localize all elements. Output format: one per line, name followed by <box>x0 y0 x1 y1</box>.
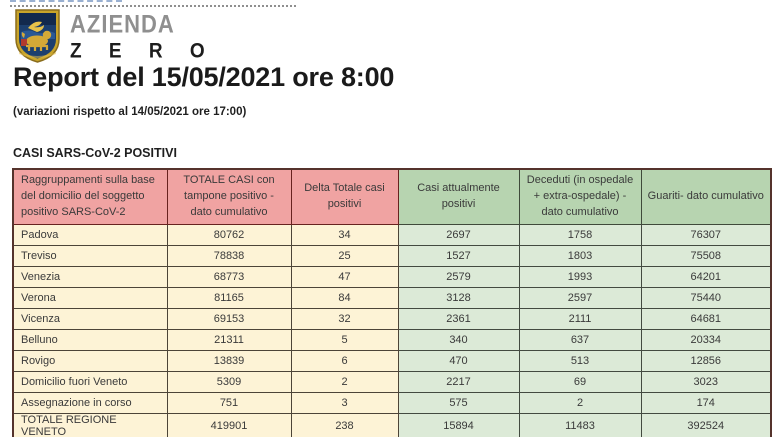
cell-value: 13839 <box>167 351 291 372</box>
row-label: Assegnazione in corso <box>13 393 167 414</box>
cell-value: 6 <box>291 351 398 372</box>
cell-value: 75508 <box>641 246 771 267</box>
logo-text-azienda: AZIENDA <box>70 9 175 39</box>
cell-value: 76307 <box>641 225 771 246</box>
cell-value: 637 <box>519 330 641 351</box>
cell-value: 2111 <box>519 309 641 330</box>
table-row <box>13 309 771 330</box>
cell-value: 68773 <box>167 267 291 288</box>
cell-value: 419901 <box>167 414 291 437</box>
cell-value: 513 <box>519 351 641 372</box>
col-header-guariti: Guariti- dato cumulativo <box>641 169 771 225</box>
table-body <box>13 225 771 437</box>
cell-value: 20334 <box>641 330 771 351</box>
cell-value: 81165 <box>167 288 291 309</box>
row-label: Treviso <box>13 246 167 267</box>
azienda-zero-logo <box>14 8 216 64</box>
row-label: Venezia <box>13 267 167 288</box>
cell-value: 2361 <box>398 309 519 330</box>
cell-value: 575 <box>398 393 519 414</box>
cell-value: 64681 <box>641 309 771 330</box>
col-header-totale-casi: TOTALE CASI con tampone positivo -dato cumulativo <box>167 169 291 225</box>
cell-value: 2 <box>291 372 398 393</box>
cell-value: 238 <box>291 414 398 437</box>
table-row <box>13 414 771 437</box>
cell-value: 340 <box>398 330 519 351</box>
cell-value: 1758 <box>519 225 641 246</box>
logo-text-zero: Z E R O <box>70 39 216 63</box>
cell-value: 174 <box>641 393 771 414</box>
cell-value: 11483 <box>519 414 641 437</box>
cell-value: 75440 <box>641 288 771 309</box>
table-row <box>13 246 771 267</box>
cell-value: 69153 <box>167 309 291 330</box>
cell-value: 2597 <box>519 288 641 309</box>
table-row <box>13 330 771 351</box>
cell-value: 2579 <box>398 267 519 288</box>
table-header-row <box>13 169 771 225</box>
cell-value: 470 <box>398 351 519 372</box>
report-title: Report del 15/05/2021 ore 8:00 <box>13 62 395 92</box>
row-label: Vicenza <box>13 309 167 330</box>
row-label: Verona <box>13 288 167 309</box>
cell-value: 3128 <box>398 288 519 309</box>
cell-value: 25 <box>291 246 398 267</box>
col-header-raggruppamenti: Raggruppamenti sulla base del domicilio del soggetto positivo SARS-CoV-2 <box>13 169 167 225</box>
cell-value: 34 <box>291 225 398 246</box>
col-header-attualmente-positivi: Casi attualmente positivi <box>398 169 519 225</box>
table-row <box>13 225 771 246</box>
logo-wordmark <box>70 9 216 63</box>
row-label: Rovigo <box>13 351 167 372</box>
decorative-blue-dashed-line <box>10 0 122 2</box>
table-row <box>13 351 771 372</box>
cell-value: 12856 <box>641 351 771 372</box>
col-header-delta-totale: Delta Totale casi positivi <box>291 169 398 225</box>
table-row <box>13 393 771 414</box>
cell-value: 21311 <box>167 330 291 351</box>
row-label: Domicilio fuori Veneto <box>13 372 167 393</box>
cell-value: 47 <box>291 267 398 288</box>
cell-value: 5309 <box>167 372 291 393</box>
table-row <box>13 372 771 393</box>
cell-value: 32 <box>291 309 398 330</box>
table-row <box>13 288 771 309</box>
veneto-lion-shield-icon <box>14 8 61 64</box>
cell-value: 1993 <box>519 267 641 288</box>
cell-value: 1803 <box>519 246 641 267</box>
cell-value: 751 <box>167 393 291 414</box>
cell-value: 1527 <box>398 246 519 267</box>
cell-value: 2 <box>519 393 641 414</box>
decorative-gray-dotted-line <box>10 5 296 7</box>
cell-value: 392524 <box>641 414 771 437</box>
cell-value: 15894 <box>398 414 519 437</box>
cell-value: 2217 <box>398 372 519 393</box>
col-header-deceduti: Deceduti (in ospedale + extra-ospedale) -dato cumulativo <box>519 169 641 225</box>
cell-value: 5 <box>291 330 398 351</box>
section-title: CASI SARS-CoV-2 POSITIVI <box>13 146 177 160</box>
cell-value: 80762 <box>167 225 291 246</box>
cell-value: 78838 <box>167 246 291 267</box>
cell-value: 84 <box>291 288 398 309</box>
sars-cov2-cases-table <box>12 168 772 437</box>
cell-value: 69 <box>519 372 641 393</box>
table-row <box>13 267 771 288</box>
report-subtitle: (variazioni rispetto al 14/05/2021 ore 17:00) <box>13 106 247 118</box>
row-label: Padova <box>13 225 167 246</box>
cell-value: 64201 <box>641 267 771 288</box>
row-label: TOTALE REGIONE VENETO <box>13 414 167 437</box>
cell-value: 3023 <box>641 372 771 393</box>
row-label: Belluno <box>13 330 167 351</box>
cell-value: 3 <box>291 393 398 414</box>
cell-value: 2697 <box>398 225 519 246</box>
